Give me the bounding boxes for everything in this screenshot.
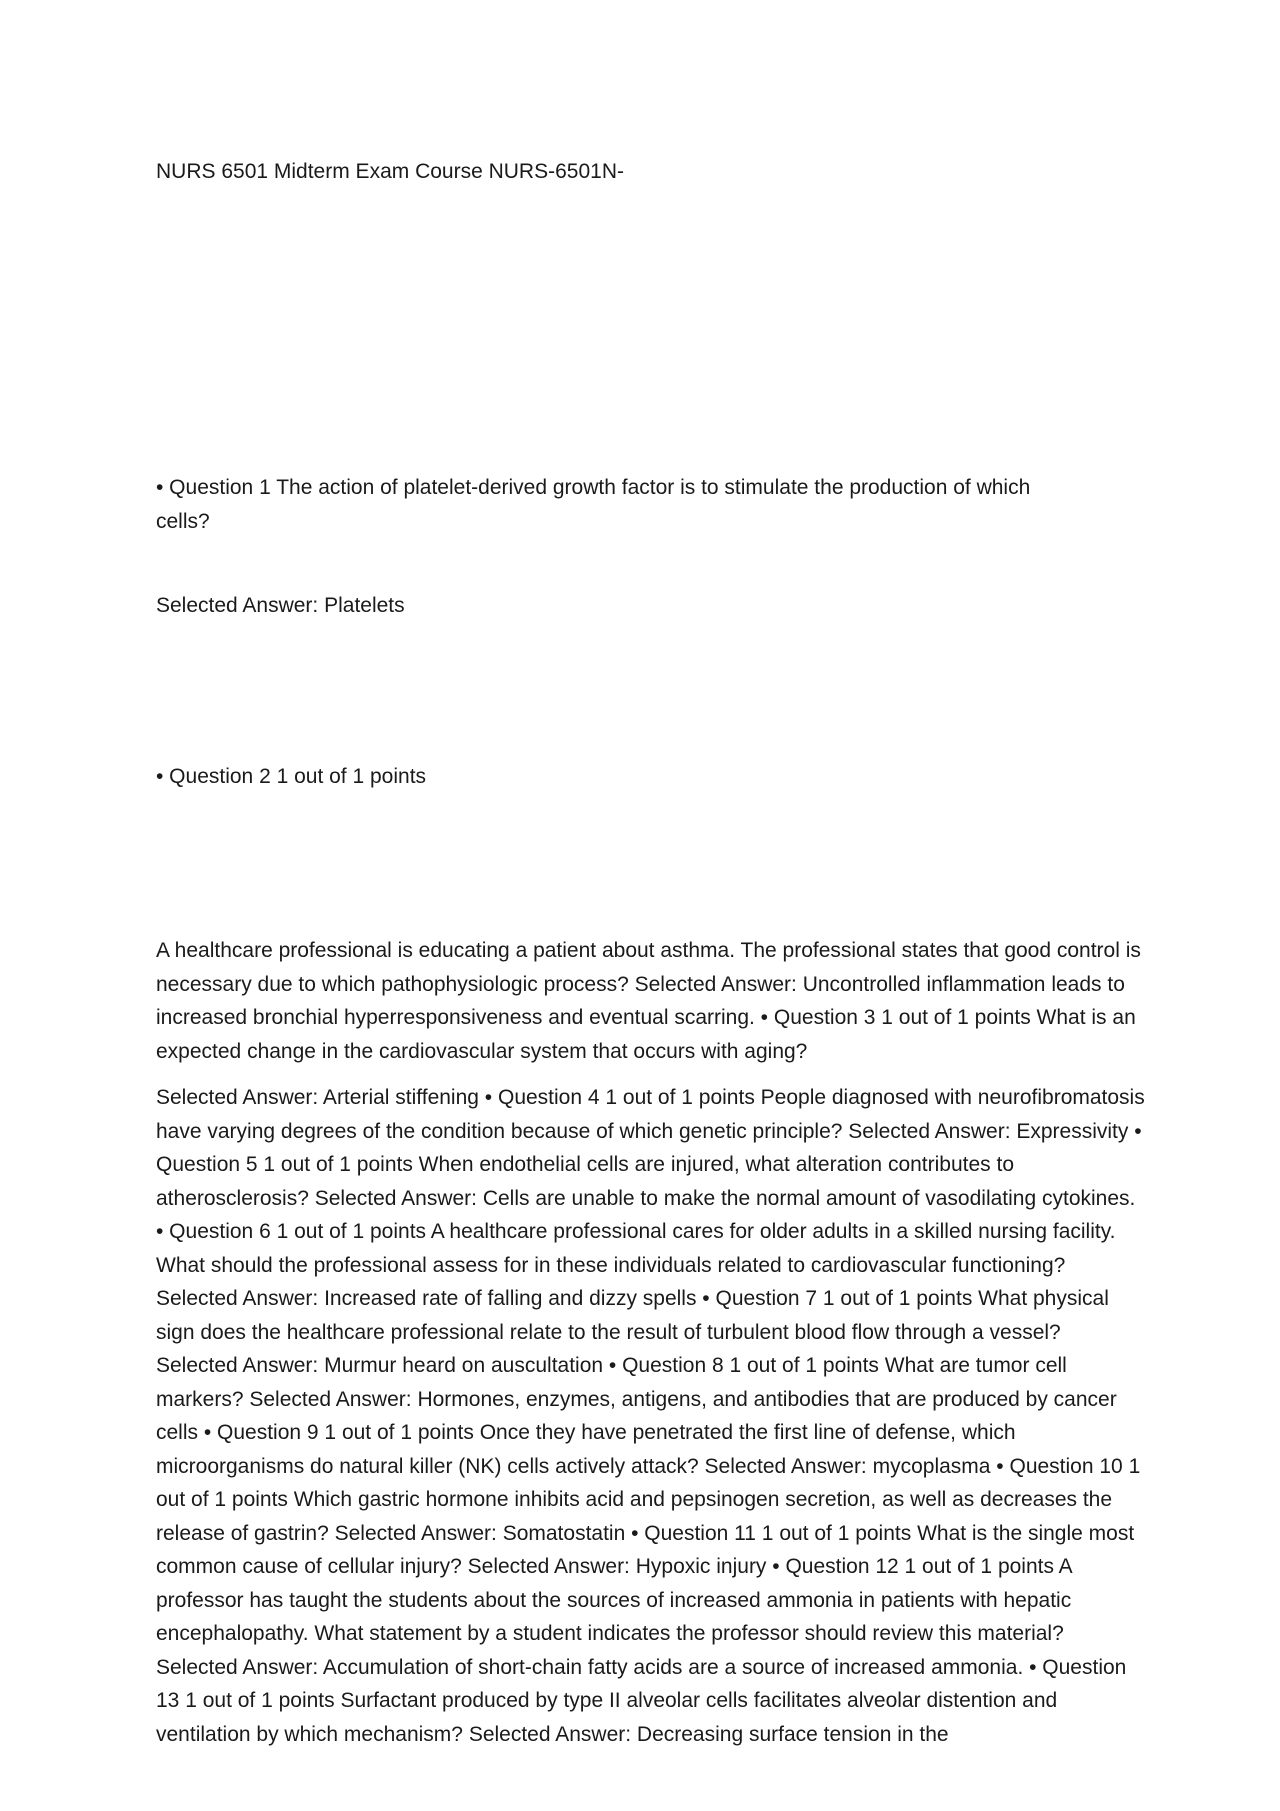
question-1-text: • Question 1 The action of platelet-derived growth factor is to stimulate the production of which cells? [156,476,1031,533]
body-paragraph-1: A healthcare professional is educating a patient about asthma. The professional states that good control is necessary due to which pathophysiologic process? Selected Answer: Uncontrolled inflammation leads to increased bronchial hyperresponsiveness and eventual scarring. • Question 3 1 out of 1 points What is an expected change in the cardiovascular system that occurs with aging? [156,939,1141,1063]
question-2-header: • Question 2 1 out of 1 points [156,765,427,788]
question-1-selected-answer: Selected Answer: Platelets [156,594,405,617]
document-title: NURS 6501 Midterm Exam Course NURS-6501N- [156,160,624,183]
body-paragraph-2: Selected Answer: Arterial stiffening • Question 4 1 out of 1 points People diagnosed with neurofibromatosis have varying degrees of the condition because of which genetic principle? Selected Answer: Expressivity • Question 5 1 out of 1 points When endothelial cells are injured, what alteration contributes to atherosclerosis? Selected Answer: Cells are unable to make the normal amount of vasodilating cytokines. • Question 6 1 out of 1 points A healthcare professional cares for older adults in a skilled nursing facility. What should the professional assess for in these individuals related to cardiovascular functioning? Selected Answer: Increased rate of falling and dizzy spells • Question 7 1 out of 1 points What physical sign does the healthcare professional relate to the result of turbulent blood flow through a vessel? Selected Answer: Murmur heard on auscultation • Question 8 1 out of 1 points What are tumor cell markers? Selected Answer: Hormones, enzymes, antigens, and antibodies that are produced by cancer cells • Question 9 1 out of 1 points Once they have penetrated the first line of defense, which microorganisms do natural killer (NK) cells actively attack? Selected Answer: mycoplasma • Question 10 1 out of 1 points Which gastric hormone inhibits acid and pepsinogen secretion, as well as decreases the release of gastrin? Selected Answer: Somatostatin • Question 11 1 out of 1 points What is the single most common cause of cellular injury? Selected Answer: Hypoxic injury • Question 12 1 out of 1 points A professor has taught the students about the sources of increased ammonia in patients with hepatic encephalopathy. What statement by a student indicates the professor should review this material? Selected Answer: Accumulation of short-chain fatty acids are a source of increased ammonia. • Question 13 1 out of 1 points Surfactant produced by type II alveolar cells facilitates alveolar distention and ventilation by which mechanism? Selected Answer: Decreasing surface tension in the [156,1086,1145,1746]
